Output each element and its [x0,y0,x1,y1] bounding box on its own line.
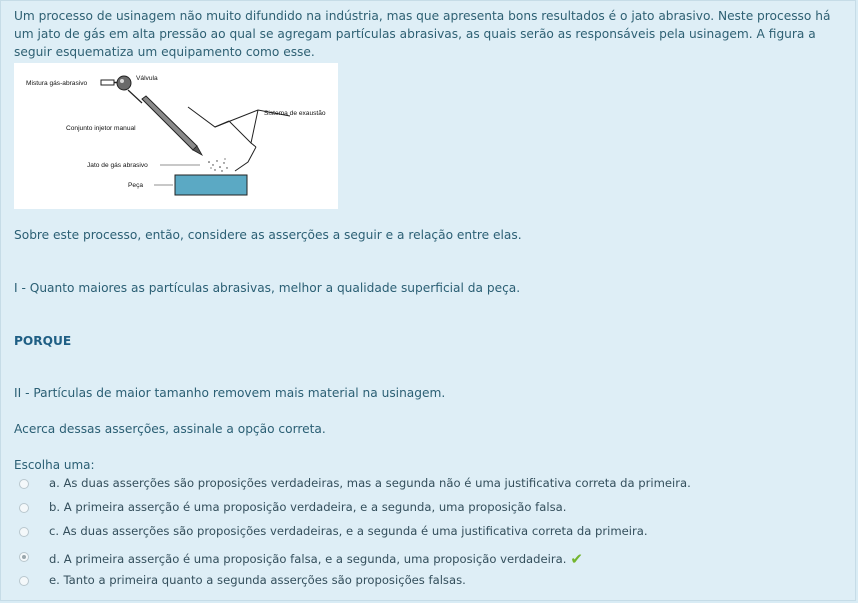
answer-label-b[interactable]: b. A primeira asserção é uma proposição verdadeira, e a segunda, uma proposição falsa. [49,500,567,514]
figure-label-nozzle: Conjunto injetor manual [66,125,136,132]
correct-check-icon: ✔ [570,550,583,568]
answer-option-d[interactable] [15,548,815,568]
question-instruction: Acerca dessas asserções, assinale a opção correta. [14,422,326,436]
choose-one-prompt: Escolha uma: [14,458,95,472]
answer-label-d-wrap[interactable] [49,549,583,567]
answer-option-b[interactable] [15,499,815,519]
assertion-one: I - Quanto maiores as partículas abrasivas, melhor a qualidade superficial da peça. [14,281,521,295]
radio-button-d-selected[interactable] [19,552,29,562]
answer-option-c[interactable] [15,523,815,543]
radio-button-c[interactable] [19,527,29,537]
question-intro: Um processo de usinagem não muito difundido na indústria, mas que apresenta bons resultados é o jato abrasivo. Neste processo há um jato de gás em alta pressão ao qual se agregam partículas abrasivas, as quais serão as responsáveis pela usinagem. A figura a seguir esquematiza um equipamento como esse. [14,9,831,59]
answer-option-e[interactable] [15,572,815,592]
porque-label: PORQUE [14,334,72,348]
radio-button-a[interactable] [19,479,29,489]
answer-label-e[interactable]: e. Tanto a primeira quanto a segunda asserções são proposições falsas. [49,573,466,587]
answer-label-c[interactable]: c. As duas asserções são proposições verdadeiras, e a segunda é uma justificativa correta da primeira. [49,524,648,538]
abrasive-jet-figure [14,63,338,209]
radio-button-b[interactable] [19,503,29,513]
radio-button-e[interactable] [19,576,29,586]
figure-label-jet: Jato de gás abrasivo [87,162,148,169]
answer-label-a[interactable]: a. As duas asserções são proposições verdadeiras, mas a segunda não é uma justificativa correta da primeira. [49,476,691,490]
figure-label-part: Peça [128,182,144,189]
figure-label-mixture: Mistura gás-abrasivo [26,80,88,87]
answer-option-a[interactable] [15,475,815,495]
answer-label-d[interactable]: d. A primeira asserção é uma proposição falsa, e a segunda, uma proposição verdadeira. [49,552,567,566]
assertion-two: II - Partículas de maior tamanho removem mais material na usinagem. [14,386,446,400]
figure-label-valve: Válvula [136,75,158,82]
question-paragraph-1: Sobre este processo, então, considere as asserções a seguir e a relação entre elas. [14,228,522,242]
figure-label-exhaust: Sistema de exaustão [264,110,326,117]
